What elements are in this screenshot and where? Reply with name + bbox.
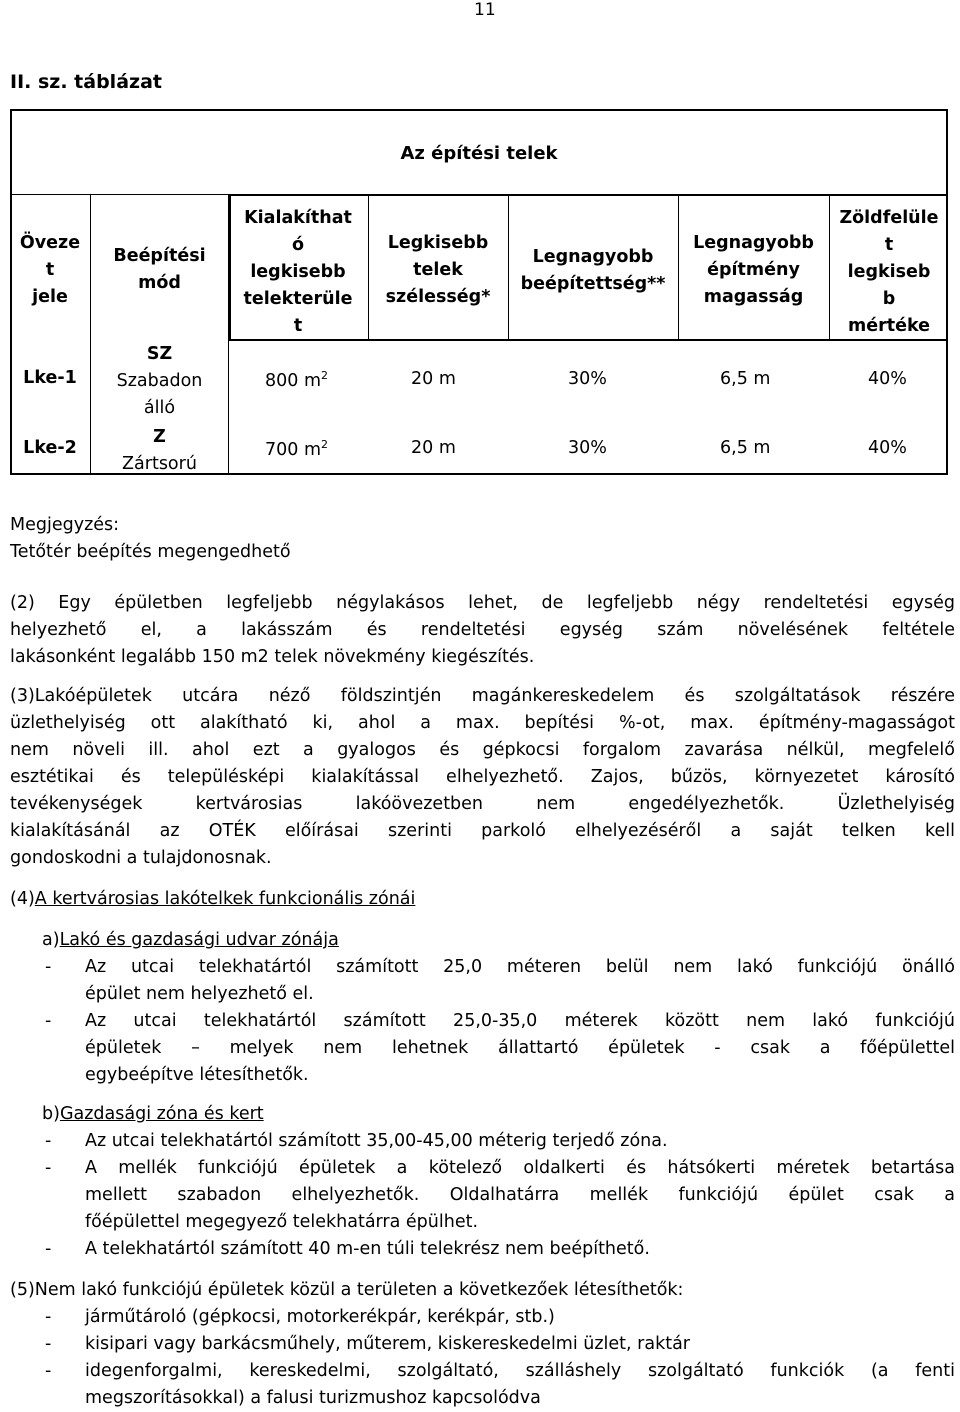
header-building-mode: Beépítési mód <box>113 246 206 293</box>
paragraph-3: (3)Lakóépületek utcára néző földszintjén magánkereskedelem és szolgáltatások részére üzlethelyiség ott alakítható ki, ahol a max. bepítési %-ot, max. építmény-magasságot nem növeli ill. ahol ezt a gyalogos és gépkocsi forgalom zavarása nélkül, megfelelő esztétikai és településképi kialakítással elhelyezhető. Zajos, bűzös, környezetet károsító tevékenységek kertvárosias lakóövezetben nem engedélyezhetők. Üzlethelyiség kialakításánál az OTÉK előírásai szerinti parkoló elhelyezéséről a saját telken kell gondoskodni a tulajdonosnak. <box>10 686 955 868</box>
list-item-text: A telekhatártól számított 40 m-en túli telekrész nem beépíthető. <box>85 1239 650 1259</box>
dash-bullet: - <box>45 1307 52 1327</box>
header-min-green-area: Zöldfelüle t legkiseb b mértéke <box>839 208 939 336</box>
coverage: 30% <box>568 438 607 458</box>
green-area: 40% <box>868 438 907 458</box>
subsection-a-heading: a)Lakó és gazdasági udvar zónája <box>42 930 339 950</box>
list-item-text: Az utcai telekhatártól számított 25,0 méteren belül nem lakó funkciójú önálló épület nem helyezhető el. <box>85 957 955 1004</box>
table-caption: II. sz. táblázat <box>10 71 162 93</box>
plot-area: 700 $m^2$ <box>265 438 329 460</box>
list-item-text: járműtároló (gépkocsi, motorkerékpár, kerékpár, stb.) <box>85 1307 555 1327</box>
page-number: 11 <box>474 0 496 20</box>
list-item-text: Az utcai telekhatártól számított 35,00-45,00 méterig terjedő zóna. <box>85 1131 668 1151</box>
dash-bullet: - <box>45 1239 52 1259</box>
building-mode: Z Zártsorú <box>122 427 197 474</box>
dash-bullet: - <box>45 1131 52 1151</box>
list-item-text: kisipari vagy barkácsműhely, műterem, kiskereskedelmi üzlet, raktár <box>85 1334 691 1354</box>
zone-code: Lke-2 <box>23 438 77 458</box>
dash-bullet: - <box>45 1011 52 1031</box>
group-header: Az építési telek <box>400 143 558 164</box>
header-min-plot-width: Legkisebb telek szélesség* <box>385 233 491 307</box>
note-text: Tetőtér beépítés megengedhető <box>10 542 291 562</box>
plot-area: 800 $m^2$ <box>265 369 329 391</box>
section-4-heading: (4)A kertvárosias lakótelkek funkcionális zónái <box>10 889 416 909</box>
building-height: 6,5 m <box>720 369 771 389</box>
note-label: Megjegyzés: <box>10 515 120 535</box>
plot-width: 20 m <box>411 369 456 389</box>
header-max-height: Legnagyobb építmény magasság <box>693 233 814 307</box>
paragraph-2: (2) Egy épületben legfeljebb négylakásos lehet, de legfeljebb négy rendeltetési egység helyezhető el, a lakásszám és rendeltetési egység szám növelésének feltétele lakásonként legalább 150 m2 telek növekmény kiegészítés. <box>10 593 955 667</box>
note <box>10 512 291 566</box>
green-area: 40% <box>868 369 907 389</box>
building-height: 6,5 m <box>720 438 771 458</box>
dash-bullet: - <box>45 1361 52 1381</box>
list-item-text: Az utcai telekhatártól számított 25,0-35,0 méterek között nem lakó funkciójú épületek – melyek nem lehetnek állattartó épületek - csak a főépülettel egybeépítve létesíthetők. <box>85 1011 955 1085</box>
zone-code: Lke-1 <box>23 368 77 388</box>
section-5-heading: (5)Nem lakó funkciójú épületek közül a területen a következőek létesíthetők: <box>10 1280 684 1300</box>
plot-width: 20 m <box>411 438 456 458</box>
header-max-coverage: Legnagyobb beépítettség** <box>520 247 666 294</box>
list-item-text: A mellék funkciójú épületek a kötelező oldalkerti és hátsókerti méretek betartása mellett szabadon elhelyezhetők. Oldalhatárra mellék funkciójú épület csak a főépülettel megegyező telekhatárra épülhet. <box>85 1158 955 1232</box>
dash-bullet: - <box>45 957 52 977</box>
dash-bullet: - <box>45 1158 52 1178</box>
dash-bullet: - <box>45 1334 52 1354</box>
table-divider <box>90 195 91 475</box>
list-item-text: idegenforgalmi, kereskedelmi, szolgáltató, szálláshely szolgáltató funkciók (a fenti megszorításokkal) a falusi turizmushoz kapcsolódva <box>85 1361 955 1408</box>
header-zone: Öveze t jele <box>19 233 81 307</box>
subsection-b-heading: b)Gazdasági zóna és kert <box>42 1104 264 1124</box>
header-min-plot-area: Kialakíthat ó legkisebb telekterüle t <box>243 208 353 336</box>
coverage: 30% <box>568 369 607 389</box>
building-mode: SZ Szabadon álló <box>116 344 203 418</box>
